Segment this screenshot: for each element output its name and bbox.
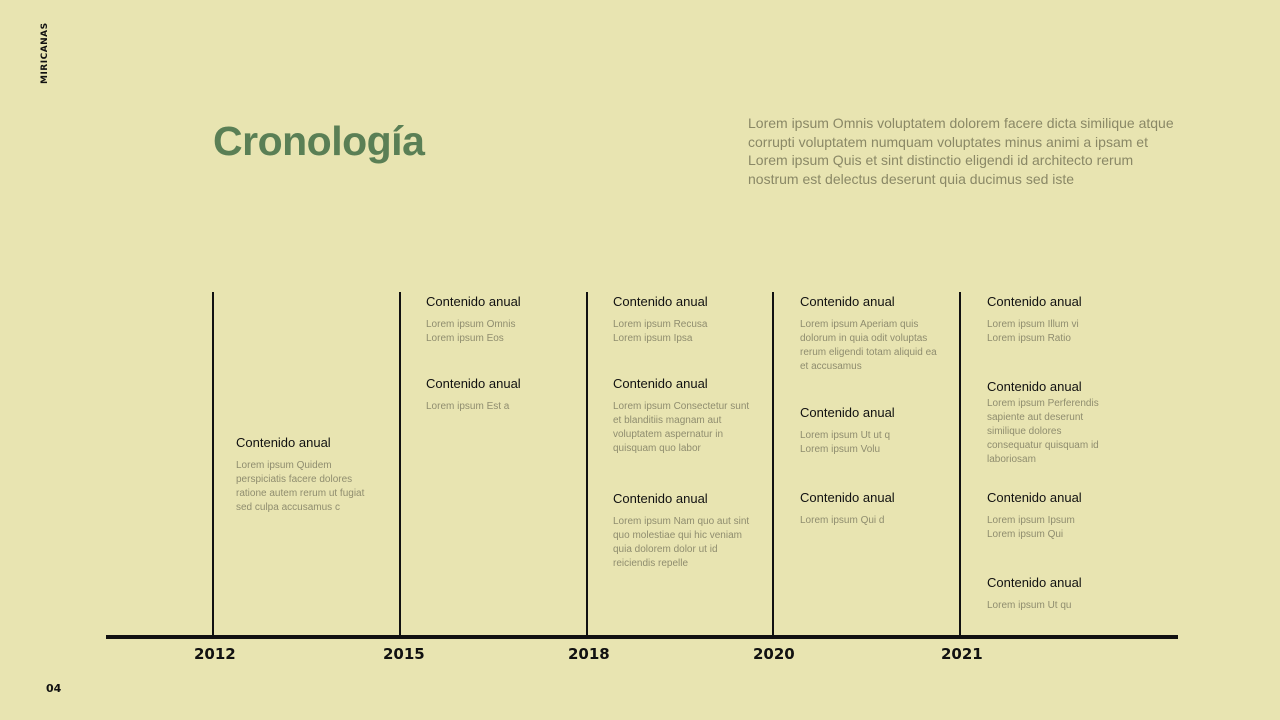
timeline-entry bbox=[800, 405, 910, 457]
year-label: 2020 bbox=[753, 645, 795, 663]
entry-title: Contenido anual bbox=[800, 405, 895, 420]
year-label: 2021 bbox=[941, 645, 983, 663]
entry-body: Lorem ipsum Ut qu bbox=[987, 600, 1072, 611]
timeline-entry bbox=[236, 435, 376, 515]
timeline-entry bbox=[613, 491, 753, 571]
entry-body: Lorem ipsum Nam quo aut sint quo molestiae qui hic veniam quia dolorem dolor ut id reiciendis repelle bbox=[613, 516, 750, 569]
page-title: Cronología bbox=[213, 118, 425, 164]
entry-body: Lorem ipsum Consectetur sunt et blanditiis magnam aut voluptatem aspernatur in quisquam quo labor bbox=[613, 401, 750, 454]
entry-body: Lorem ipsum Est a bbox=[426, 401, 510, 412]
entry-body: Lorem ipsum Qui d bbox=[800, 515, 885, 526]
timeline-entry bbox=[426, 294, 536, 346]
entry-body: Lorem ipsum Omnis Lorem ipsum Eos bbox=[426, 319, 516, 344]
entry-title: Contenido anual bbox=[426, 376, 521, 391]
timeline-entry bbox=[987, 575, 1097, 613]
timeline-entry bbox=[613, 294, 725, 346]
timeline-entry bbox=[987, 379, 1112, 467]
entry-title: Contenido anual bbox=[800, 294, 895, 309]
entry-title: Contenido anual bbox=[987, 294, 1082, 309]
entry-title: Contenido anual bbox=[426, 294, 521, 309]
timeline-line-2020 bbox=[772, 292, 774, 637]
entry-title: Contenido anual bbox=[236, 435, 331, 450]
entry-body: Lorem ipsum Ut ut q Lorem ipsum Volu bbox=[800, 430, 891, 455]
timeline-entry bbox=[800, 490, 910, 528]
page-number: 04 bbox=[46, 682, 62, 695]
timeline-entry bbox=[987, 490, 1097, 542]
entry-body: Lorem ipsum Perferendis sapiente aut deserunt similique dolores consequatur quisquam id laboriosam bbox=[987, 398, 1099, 465]
entry-title: Contenido anual bbox=[987, 575, 1082, 590]
entry-body: Lorem ipsum Ipsum Lorem ipsum Qui bbox=[987, 515, 1075, 540]
entry-body: Lorem ipsum Illum vi Lorem ipsum Ratio bbox=[987, 319, 1079, 344]
year-label: 2015 bbox=[383, 645, 425, 663]
entry-body: Lorem ipsum Recusa Lorem ipsum Ipsa bbox=[613, 319, 708, 344]
timeline-entry bbox=[800, 294, 940, 374]
entry-body: Lorem ipsum Quidem perspiciatis facere dolores ratione autem rerum ut fugiat sed culpa accusamus c bbox=[236, 460, 365, 513]
year-label: 2012 bbox=[194, 645, 236, 663]
entry-title: Contenido anual bbox=[613, 376, 708, 391]
timeline-entry bbox=[987, 294, 1097, 346]
brand-label: MIRICANAS bbox=[40, 22, 50, 84]
timeline-line-2018 bbox=[586, 292, 588, 637]
entry-body: Lorem ipsum Aperiam quis dolorum in quia odit voluptas rerum eligendi totam aliquid ea et accusamus bbox=[800, 319, 937, 372]
timeline-line-2015 bbox=[399, 292, 401, 637]
timeline-axis bbox=[106, 635, 1178, 639]
timeline-line-2012 bbox=[212, 292, 214, 637]
timeline-entry bbox=[426, 376, 536, 414]
entry-title: Contenido anual bbox=[800, 490, 895, 505]
entry-title: Contenido anual bbox=[987, 379, 1082, 394]
entry-title: Contenido anual bbox=[613, 491, 708, 506]
timeline-entry bbox=[613, 376, 753, 456]
year-label: 2018 bbox=[568, 645, 610, 663]
entry-title: Contenido anual bbox=[987, 490, 1082, 505]
intro-paragraph: Lorem ipsum Omnis voluptatem dolorem facere dicta similique atque corrupti voluptatem numquam voluptates minus animi a ipsam et Lorem ipsum Quis et sint distinctio eligendi id architecto rerum nostrum est delectus deserunt quia ducimus sed iste bbox=[748, 115, 1174, 187]
timeline-line-2021 bbox=[959, 292, 961, 637]
entry-title: Contenido anual bbox=[613, 294, 708, 309]
